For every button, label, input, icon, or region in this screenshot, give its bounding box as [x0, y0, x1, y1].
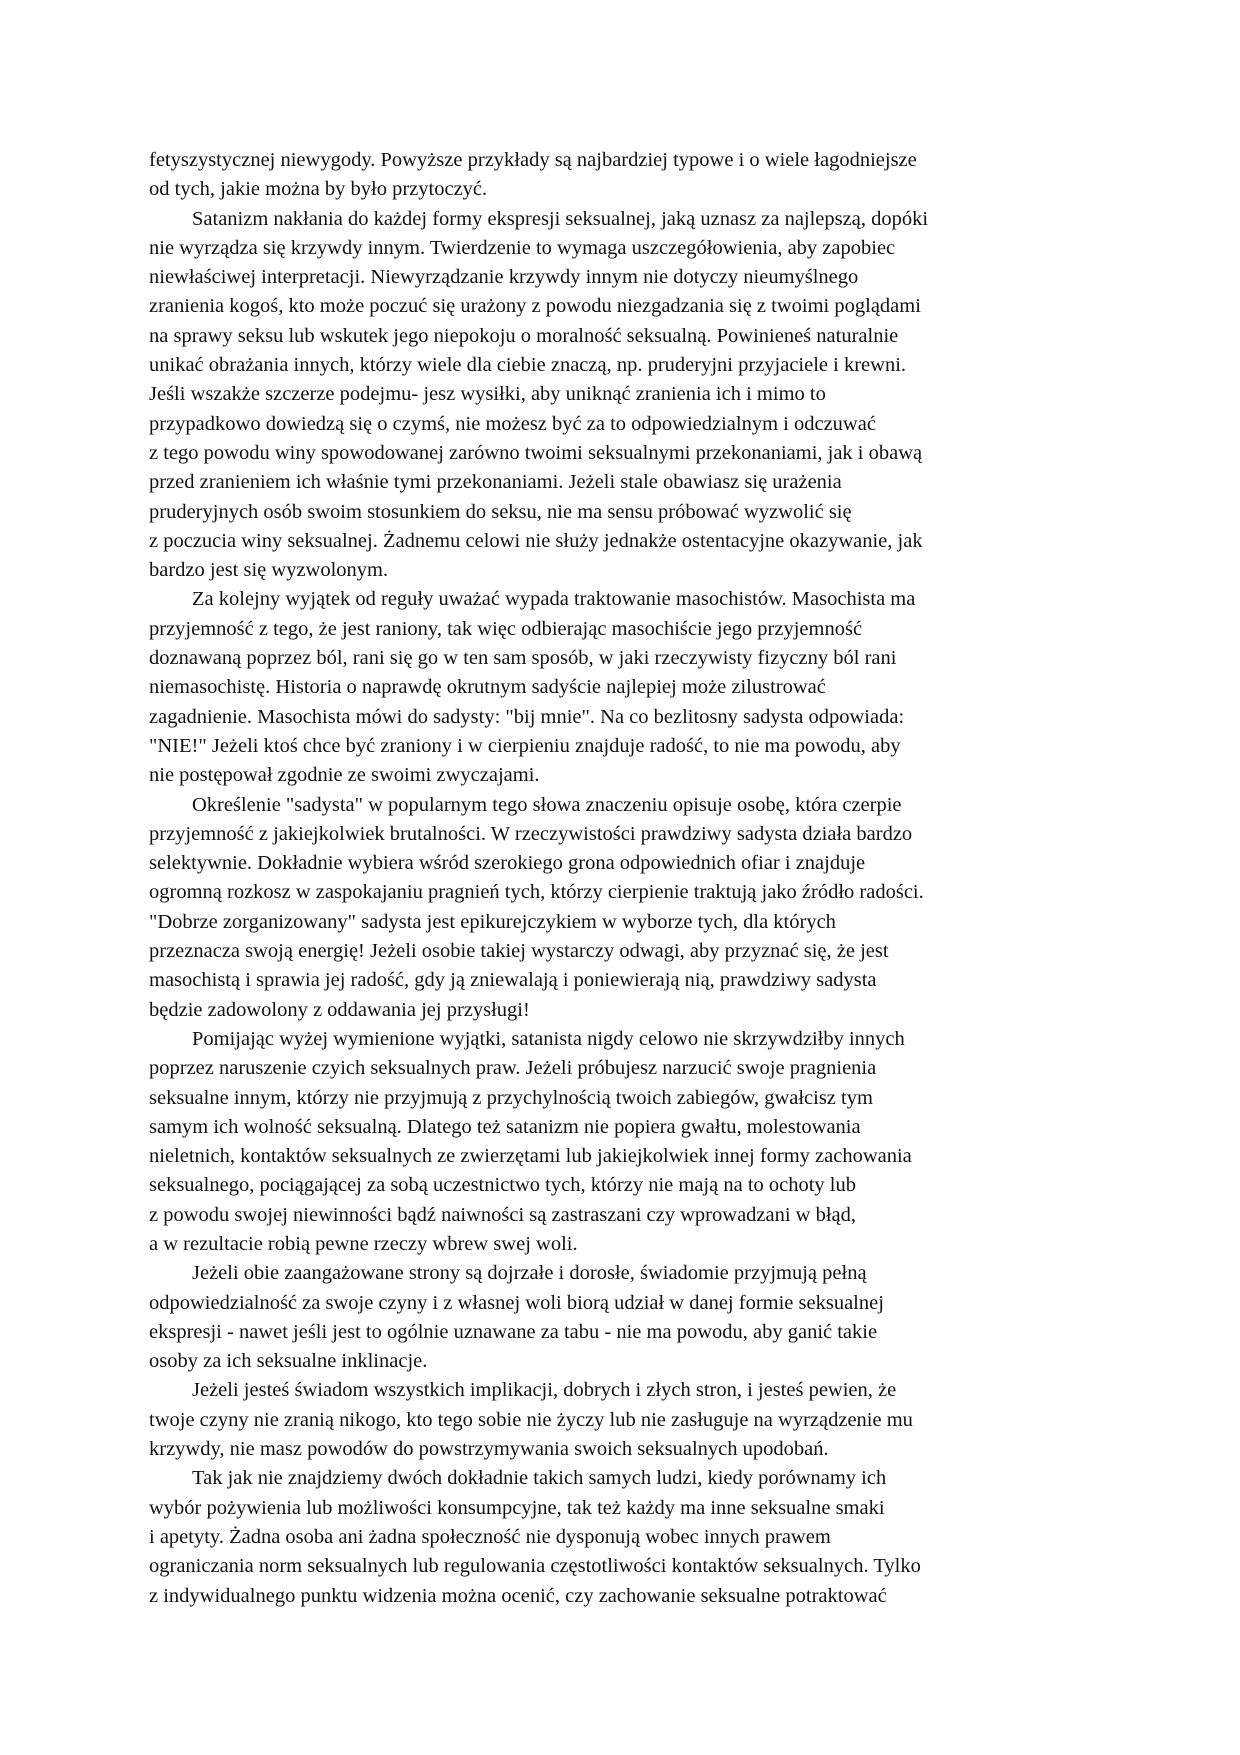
- text-line: Tak jak nie znajdziemy dwóch dokładnie takich samych ludzi, kiedy porównamy ich: [192, 1467, 887, 1490]
- text-line: masochistą i sprawia jej radość, gdy ją zniewalają i poniewierają nią, prawdziwy sadysta: [149, 969, 877, 992]
- paragraph: [149, 205, 1109, 586]
- text-line: zranienia kogoś, kto może poczuć się urażony z powodu niezgadzania się z twoimi poglądami: [149, 295, 921, 318]
- text-line: "NIE!" Jeżeli ktoś chce być zraniony i w cierpieniu znajduje radość, to nie ma powodu, aby: [149, 734, 901, 757]
- text-line: Jeśli wszakże szczerze podejmu- jesz wysiłki, aby uniknąć zranienia ich i mimo to: [149, 383, 826, 406]
- text-line: z powodu swojej niewinności bądź naiwności są zastraszani czy wprowadzani w błąd,: [149, 1203, 857, 1226]
- text-line: z indywidualnego punktu widzenia można ocenić, czy zachowanie seksualne potraktować: [149, 1584, 887, 1607]
- text-line: zagadnienie. Masochista mówi do sadysty: "bij mnie". Na co bezlitosny sadysta odpowiada:: [149, 705, 905, 728]
- paragraph: [149, 1025, 1109, 1259]
- text-line: nie postępował zgodnie ze swoimi zwyczajami.: [149, 764, 540, 787]
- text-line: przyjemność z tego, że jest raniony, tak więc odbierając masochiście jego przyjemność: [149, 617, 863, 640]
- text-line: doznawaną poprzez ból, rani się go w ten sam sposób, w jaki rzeczywisty fizyczny ból rani: [149, 647, 897, 670]
- text-line: pruderyjnych osób swoim stosunkiem do seksu, nie ma sensu próbować wyzwolić się: [149, 500, 852, 523]
- text-line: krzywdy, nie masz powodów do powstrzymywania swoich seksualnych upodobań.: [149, 1438, 829, 1461]
- text-line: wybór pożywienia lub możliwości konsumpcyjne, tak też każdy ma inne seksualne smaki: [149, 1496, 885, 1519]
- text-line: Za kolejny wyjątek od reguły uważać wypada traktowanie masochistów. Masochista ma: [192, 588, 916, 611]
- paragraph: [149, 146, 1109, 205]
- text-line: niemasochistę. Historia o naprawdę okrutnym sadyście najlepiej może zilustrować: [149, 676, 826, 699]
- text-line: od tych, jakie można by było przytoczyć.: [149, 178, 488, 201]
- text-line: ograniczania norm seksualnych lub regulowania częstotliwości kontaktów seksualnych. Tylko: [149, 1555, 921, 1578]
- text-line: fetyszystycznej niewygody. Powyższe przykłady są najbardziej typowe i o wiele łagodniejsze: [149, 149, 917, 171]
- text-line: nie wyrządza się krzywdy innym. Twierdzenie to wymaga uszczegółowienia, aby zapobiec: [149, 236, 896, 259]
- text-line: Określenie "sadysta" w popularnym tego słowa znaczeniu opisuje osobę, która czerpie: [192, 793, 902, 816]
- text-line: poprzez naruszenie czyich seksualnych praw. Jeżeli próbujesz narzucić swoje pragnienia: [149, 1057, 877, 1080]
- text-line: twoje czyny nie zranią nikogo, kto tego sobie nie życzy lub nie zasługuje na wyrządzenie mu: [149, 1408, 913, 1431]
- text-line: unikać obrażania innych, którzy wiele dla ciebie znaczą, np. pruderyjni przyjaciele i krewni.: [149, 354, 907, 377]
- text-line: na sprawy seksu lub wskutek jego niepokoju o moralność seksualną. Powinieneś naturalnie: [149, 324, 899, 347]
- text-line: osoby za ich seksualne inklinacje.: [149, 1350, 428, 1373]
- text-line: samym ich wolność seksualną. Dlatego też satanizm nie popiera gwałtu, molestowania: [149, 1115, 861, 1138]
- text-line: przed zranieniem ich właśnie tymi przekonaniami. Jeżeli stale obawiasz się urażenia: [149, 471, 842, 494]
- text-line: seksualne innym, którzy nie przyjmują z przychylnością twoich zabiegów, gwałcisz tym: [149, 1086, 873, 1109]
- text-line: będzie zadowolony z oddawania jej przysługi!: [149, 998, 530, 1021]
- text-line: selektywnie. Dokładnie wybiera wśród szerokiego grona odpowiednich ofiar i znajduje: [149, 852, 866, 875]
- text-line: Pomijając wyżej wymienione wyjątki, satanista nigdy celowo nie skrzywdziłby innych: [192, 1027, 905, 1050]
- text-line: a w rezultacie robią pewne rzeczy wbrew swej woli.: [149, 1232, 578, 1255]
- text-line: ekspresji - nawet jeśli jest to ogólnie uznawane za tabu - nie ma powodu, aby ganić takie: [149, 1320, 878, 1343]
- paragraph: [149, 585, 1109, 790]
- text-line: Jeżeli jesteś świadom wszystkich implikacji, dobrych i złych stron, i jesteś pewien, że: [192, 1379, 897, 1402]
- text-line: z poczucia winy seksualnej. Żadnemu celowi nie służy jednakże ostentacyjne okazywanie, jak: [149, 529, 923, 552]
- text-line: seksualnego, pociągającej za sobą uczestnictwo tych, którzy nie mają na to ochoty lub: [149, 1174, 856, 1197]
- text-line: ogromną rozkosz w zaspokajaniu pragnień tych, którzy cierpienie traktują jako źródło radości.: [149, 881, 924, 904]
- body-text: [149, 146, 1109, 1611]
- paragraph: [149, 1376, 1109, 1464]
- text-line: przyjemność z jakiejkolwiek brutalności. W rzeczywistości prawdziwy sadysta działa bardzo: [149, 822, 913, 845]
- text-line: z tego powodu winy spowodowanej zarówno twoimi seksualnymi przekonaniami, jak i obawą: [149, 441, 923, 464]
- text-line: przeznacza swoją energię! Jeżeli osobie takiej wystarczy odwagi, aby przyznać się, że jest: [149, 940, 889, 963]
- text-line: "Dobrze zorganizowany" sadysta jest epikurejczykiem w wyborze tych, dla których: [149, 910, 836, 933]
- paragraph: [149, 1259, 1109, 1376]
- paragraph: [149, 791, 1109, 1025]
- text-line: nieletnich, kontaktów seksualnych ze zwierzętami lub jakiejkolwiek innej formy zachowania: [149, 1145, 912, 1168]
- text-line: Satanizm nakłania do każdej formy ekspresji seksualnej, jaką uznasz za najlepszą, dopóki: [192, 207, 929, 230]
- paragraph: [149, 1464, 1109, 1610]
- text-line: bardzo jest się wyzwolonym.: [149, 559, 389, 582]
- text-line: i apetyty. Żadna osoba ani żadna społeczność nie dysponują wobec innych prawem: [149, 1525, 831, 1548]
- text-line: przypadkowo dowiedzą się o czymś, nie możesz być za to odpowiedzialnym i odczuwać: [149, 412, 876, 435]
- text-line: odpowiedzialność za swoje czyny i z własnej woli biorą udział w danej formie seksualnej: [149, 1291, 884, 1314]
- text-line: Jeżeli obie zaangażowane strony są dojrzałe i dorosłe, świadomie przyjmują pełną: [192, 1262, 867, 1285]
- text-line: niewłaściwej interpretacji. Niewyrządzanie krzywdy innym nie dotyczy nieumyślnego: [149, 266, 859, 289]
